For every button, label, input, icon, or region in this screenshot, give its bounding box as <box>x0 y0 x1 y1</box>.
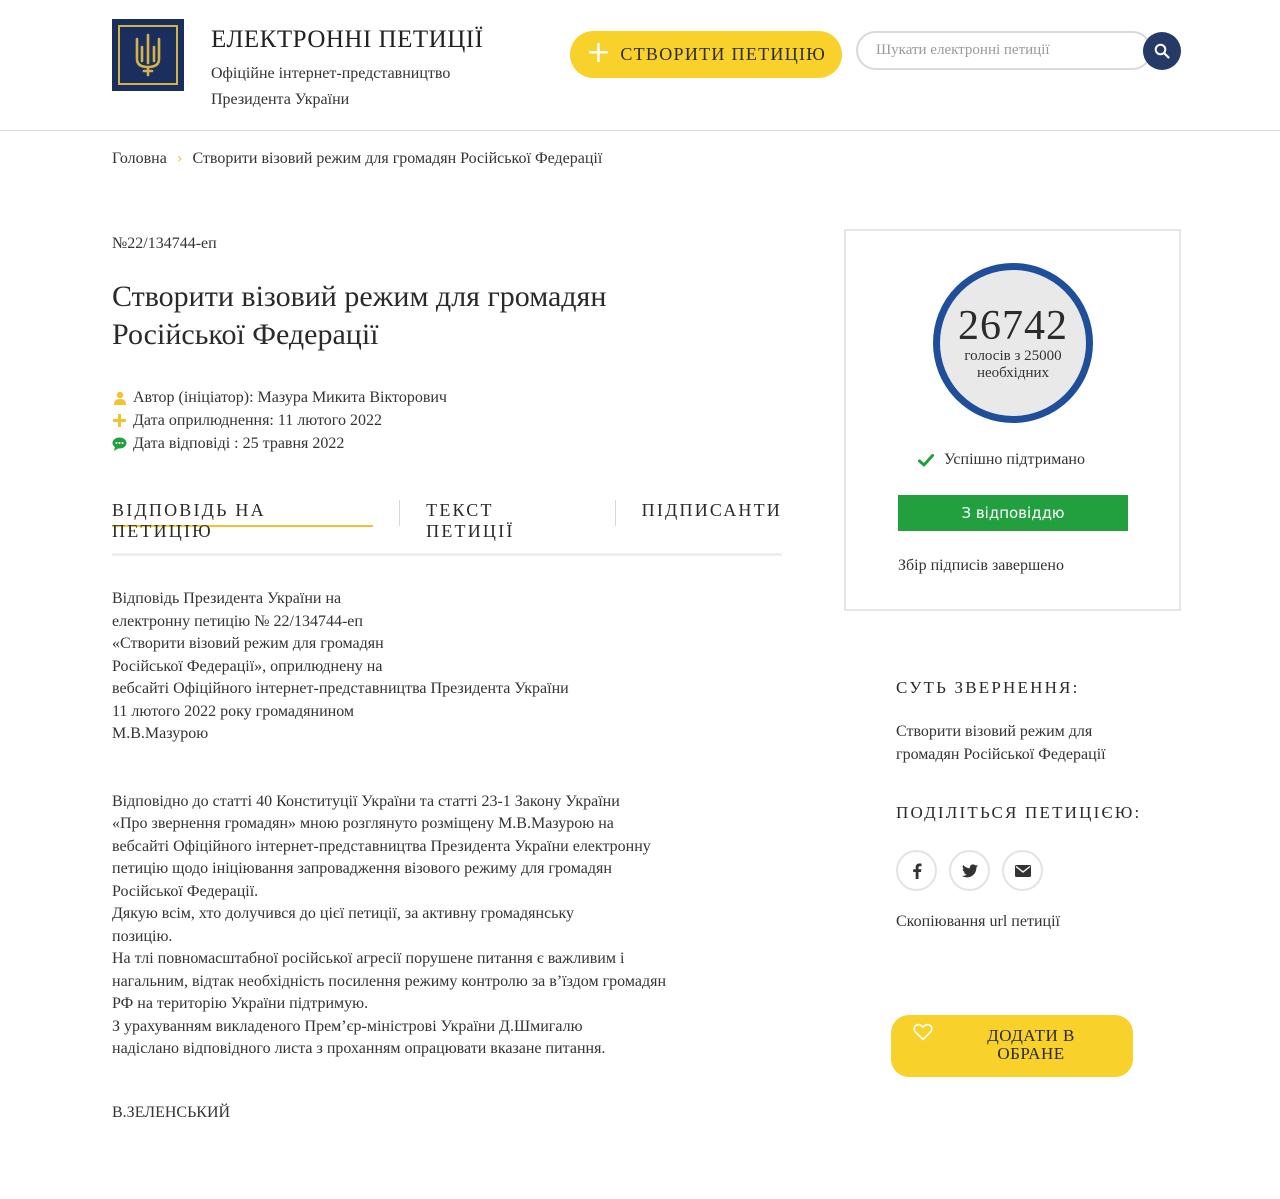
petition-meta <box>112 386 447 455</box>
essence-heading: СУТЬ ЗВЕРНЕННЯ: <box>896 678 1080 697</box>
twitter-icon <box>962 864 978 878</box>
supported-text: Успішно підтримано <box>944 451 1085 468</box>
author-row <box>112 386 447 409</box>
share-buttons <box>896 850 1043 891</box>
petition-number: №22/134744-еп <box>112 235 217 252</box>
share-heading: ПОДІЛІТЬСЯ ПЕТИЦІЄЮ: <box>896 803 1142 822</box>
share-facebook-button[interactable] <box>896 850 937 891</box>
add-to-favorites-button[interactable] <box>891 1015 1133 1077</box>
answer-signature: В.ЗЕЛЕНСЬКИЙ <box>112 1104 231 1121</box>
tab-answer[interactable]: ВІДПОВІДЬ НА ПЕТИЦІЮ <box>112 500 373 527</box>
facebook-icon <box>912 863 922 879</box>
site-header <box>0 0 1280 131</box>
answer-body: Відповідно до статті 40 Конституції України та статті 23-1 Закону України «Про звернення громадян» мною розглянуто розміщену М.В.Мазурою на вебсайті Офіційного інтернет-представництва Президента України електронну петицію щодо ініціювання запровадження візового режиму для громадян Російської Федерації. Дякую всім, хто долучився до цієї петиції, за активну громадянську позицію. На тлі повномасштабної російської агресії порушене питання є важливим і нагальним, відтак необхідність посилення режиму контролю за в’їздом громадян РФ на територію України підтримую. З урахуванням викладеного Прем’єр-міністрові України Д.Шмигалю надіслано відповідного листа з проханням опрацювати вказане питання. <box>112 792 667 1057</box>
breadcrumb-current: Створити візовий режим для громадян Російської Федерації <box>192 150 603 167</box>
breadcrumb <box>112 150 602 168</box>
tab-divider <box>399 500 400 526</box>
site-title[interactable]: ЕЛЕКТРОННІ ПЕТИЦІЇ <box>211 26 484 53</box>
published-text: Дата оприлюднення: 11 лютого 2022 <box>133 412 382 429</box>
plus-icon: + <box>585 35 613 70</box>
answer-content <box>112 588 772 1061</box>
plus-icon <box>112 414 127 427</box>
tab-signers[interactable]: ПІДПИСАНТИ <box>641 500 782 520</box>
vote-count: 26742 <box>958 303 1068 349</box>
checkmark-icon <box>918 454 934 467</box>
author-text: Автор (ініціатор): Мазура Микита Вікторович <box>133 389 447 406</box>
heart-icon <box>913 1023 933 1041</box>
ukraine-trident-logo[interactable] <box>112 19 184 91</box>
answered-status-button[interactable]: З відповіддю <box>898 495 1128 531</box>
share-email-button[interactable] <box>1002 850 1043 891</box>
answered-text: Дата відповіді : 25 травня 2022 <box>133 435 345 452</box>
user-icon <box>112 391 127 405</box>
search-button[interactable] <box>1143 32 1181 70</box>
search-icon <box>1154 43 1170 59</box>
search-input[interactable] <box>856 31 1152 70</box>
vote-box <box>844 229 1181 611</box>
site-subtitle: Офіційне інтернет-представництво Президента України <box>211 65 451 108</box>
essence-text: Створити візовий режим для громадян Російської Федерації <box>896 723 1106 763</box>
published-row <box>112 409 447 432</box>
create-petition-button[interactable] <box>570 31 842 78</box>
petition-title: Створити візовий режим для громадян Російської Федерації <box>112 280 607 351</box>
share-twitter-button[interactable] <box>949 850 990 891</box>
tab-text[interactable]: ТЕКСТ ПЕТИЦІЇ <box>426 500 515 541</box>
add-to-favorites-label: ДОДАТИ В ОБРАНЕ <box>987 1026 1075 1063</box>
collection-done-text: Збір підписів завершено <box>898 557 1064 574</box>
vote-needed: голосів з 25000 необхідних <box>964 348 1062 381</box>
envelope-icon <box>1015 865 1031 877</box>
breadcrumb-home-link[interactable]: Головна <box>112 150 167 167</box>
answer-intro: Відповідь Президента України на електронну петицію № 22/134744-еп «Створити візовий режим для громадян Російської Федерації», оприлюднену на вебсайті Офіційного інтернет-представництва Президента України 11 лютого 2022 року громадянином М.В.Мазурою <box>112 590 569 742</box>
chevron-right-icon: › <box>176 151 183 167</box>
petition-tabs <box>112 500 782 556</box>
chat-bubble-icon <box>112 437 127 451</box>
tab-divider <box>615 500 616 526</box>
answered-row <box>112 432 447 455</box>
copy-url-link[interactable]: Скопіювання url петиції <box>896 913 1060 930</box>
supported-status <box>918 451 1085 469</box>
create-petition-label: СТВОРИТИ ПЕТИЦІЮ <box>620 44 827 64</box>
vote-progress-circle <box>933 263 1093 423</box>
trident-icon <box>131 33 165 77</box>
